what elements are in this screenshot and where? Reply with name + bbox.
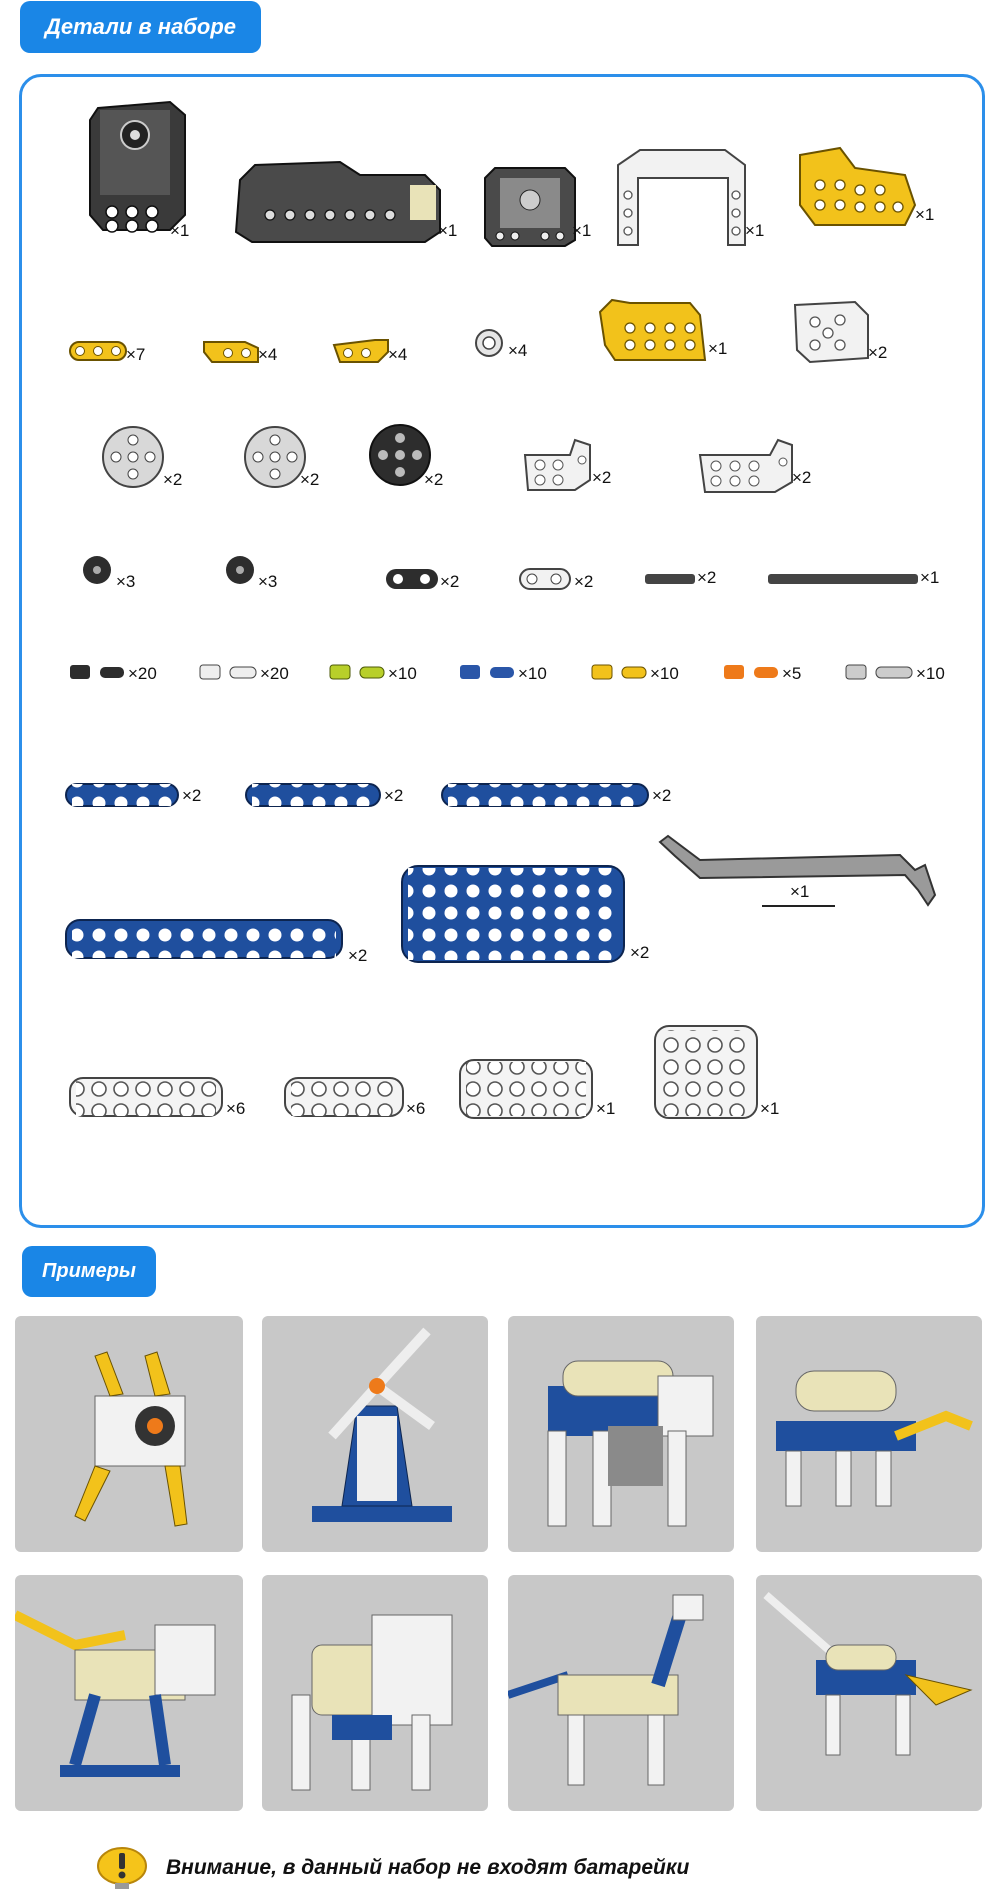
- white-pin: [200, 665, 256, 679]
- qty-yellow-link-angle-2: ×4: [388, 345, 408, 364]
- white-plate-2-part: [285, 1078, 403, 1116]
- blue-beam-13-part: [442, 784, 648, 806]
- grey-pin: [846, 665, 912, 679]
- robot-creature-illustration: [15, 1316, 243, 1552]
- qty-white-connector: ×2: [574, 572, 594, 591]
- qty-servo-motor: ×1: [170, 221, 190, 240]
- white-l-bracket-large-part: [700, 440, 792, 492]
- white-plate-4-part: [655, 1026, 757, 1118]
- qty-white-u-bracket: ×1: [745, 221, 765, 240]
- yellow-plate-bent-part: [600, 300, 705, 360]
- qty-white-l-bracket-small: ×2: [592, 468, 612, 487]
- qty-white-plate-3: ×1: [596, 1099, 616, 1118]
- qty-blue-beam-7: ×2: [182, 786, 202, 805]
- qty-washer: ×4: [508, 341, 528, 360]
- controller-part: [485, 168, 575, 246]
- yellow-link-angle-2-part: [334, 340, 388, 362]
- yellow-link-angle-part: [204, 342, 258, 362]
- qty-white-plate-4: ×1: [760, 1099, 780, 1118]
- yellow-pin: [592, 665, 646, 679]
- qty-controller: ×1: [572, 221, 592, 240]
- white-connector-part: [520, 569, 570, 589]
- windmill-illustration: [262, 1316, 488, 1552]
- long-neck-dino-illustration: [508, 1575, 734, 1811]
- qty-yellow-bracket: ×1: [915, 205, 935, 224]
- example-scorpion[interactable]: [756, 1316, 982, 1552]
- qty-blue-pins: ×10: [518, 664, 547, 683]
- black-connector-part: [386, 569, 438, 589]
- white-plate-1-part: [70, 1078, 222, 1116]
- dog-illustration: [262, 1575, 488, 1811]
- black-nut-2-part: [226, 556, 254, 584]
- qty-blue-beam-13: ×2: [652, 786, 672, 805]
- qty-black-nut-2: ×3: [258, 572, 278, 591]
- blue-beam-9-part: [246, 784, 380, 806]
- qty-white-square-plate: ×2: [868, 343, 888, 362]
- black-nut-1-part: [83, 556, 111, 584]
- white-plate-3-part: [460, 1060, 592, 1118]
- qty-white-l-bracket-large: ×2: [792, 468, 812, 487]
- walking-lion-illustration: [508, 1316, 734, 1552]
- qty-black-wheel: ×2: [424, 470, 444, 489]
- example-dinosaur[interactable]: [15, 1575, 243, 1811]
- servo-motor-part: [90, 102, 185, 232]
- qty-blue-beam-long: ×2: [348, 946, 368, 965]
- grey-wheel-1-part: [103, 427, 163, 487]
- scorpion-illustration: [756, 1316, 982, 1552]
- blue-pin: [460, 665, 514, 679]
- qty-blue-plate: ×2: [630, 943, 650, 962]
- long-axle-part: [768, 574, 918, 584]
- qty-white-plate-2: ×6: [406, 1099, 426, 1118]
- qty-battery-box: ×1: [438, 221, 458, 240]
- yellow-link-3-part: [70, 342, 126, 360]
- crocodile-illustration: [756, 1575, 982, 1811]
- qty-black-pins: ×20: [128, 664, 157, 683]
- qty-black-connector: ×2: [440, 572, 460, 591]
- yellow-bracket-part: [800, 148, 915, 225]
- white-square-plate-part: [795, 302, 868, 362]
- orange-pin: [724, 665, 778, 679]
- qty-green-pins: ×10: [388, 664, 417, 683]
- qty-yellow-link-angle: ×4: [258, 345, 278, 364]
- battery-notice-text: Внимание, в данный набор не входят батарейки: [166, 1856, 690, 1879]
- white-l-bracket-small-part: [525, 440, 590, 490]
- qty-white-pins: ×20: [260, 664, 289, 683]
- qty-black-nut-1: ×3: [116, 572, 136, 591]
- qty-grey-pins: ×10: [916, 664, 945, 683]
- parts-section-title: Детали в наборе: [20, 1, 261, 53]
- washer-part: [476, 330, 502, 356]
- battery-notice: [96, 1846, 689, 1890]
- grey-wheel-2-part: [245, 427, 305, 487]
- qty-grey-wheel-2: ×2: [300, 470, 320, 489]
- green-pin: [330, 665, 384, 679]
- blue-beam-7-part: [66, 784, 178, 806]
- qty-grey-wheel-1: ×2: [163, 470, 183, 489]
- qty-yellow-link-3: ×7: [126, 345, 146, 364]
- black-wheel-part: [370, 425, 430, 485]
- example-windmill[interactable]: [262, 1316, 488, 1552]
- lightbulb-icon: [96, 1846, 148, 1890]
- example-walking-lion[interactable]: [508, 1316, 734, 1552]
- qty-blue-beam-9: ×2: [384, 786, 404, 805]
- example-robot-creature[interactable]: [15, 1316, 243, 1552]
- blue-beam-long-part: [66, 920, 342, 958]
- qty-orange-pins: ×5: [782, 664, 802, 683]
- qty-tail-lever: ×1: [790, 882, 810, 901]
- qty-long-axle: ×1: [920, 568, 940, 587]
- short-axle-part: [645, 574, 695, 584]
- qty-yellow-pins: ×10: [650, 664, 679, 683]
- example-long-neck-dino[interactable]: [508, 1575, 734, 1811]
- example-dog[interactable]: [262, 1575, 488, 1811]
- qty-short-axle: ×2: [697, 568, 717, 587]
- black-pin: [70, 665, 124, 679]
- examples-section-title: Примеры: [22, 1246, 156, 1297]
- dinosaur-illustration: [15, 1575, 243, 1811]
- white-u-bracket-part: [618, 150, 745, 245]
- blue-plate-part: [402, 866, 624, 962]
- example-crocodile[interactable]: [756, 1575, 982, 1811]
- battery-box-part: [236, 162, 440, 242]
- qty-yellow-plate-bent: ×1: [708, 339, 728, 358]
- qty-white-plate-1: ×6: [226, 1099, 246, 1118]
